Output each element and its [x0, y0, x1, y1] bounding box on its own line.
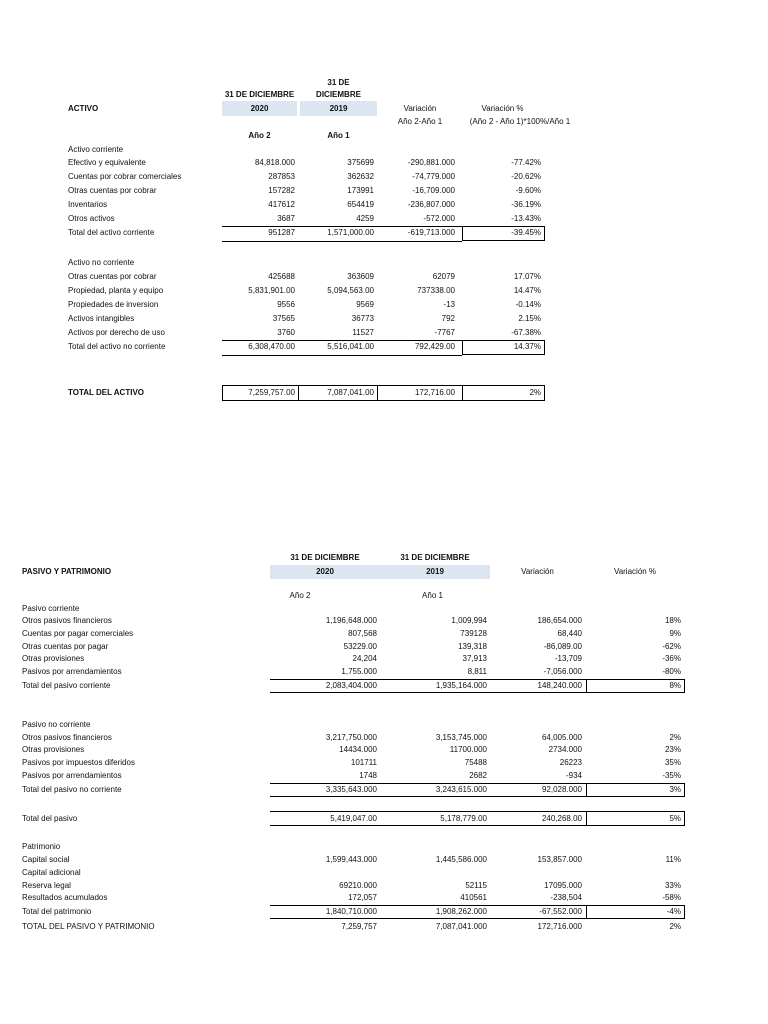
col-2019-heading-line2: DICIEMBRE	[316, 90, 361, 99]
total-rule-bottom	[270, 796, 586, 797]
col-2019-year: 2019	[426, 567, 444, 576]
cell-2020: 3760	[277, 328, 295, 337]
cell-variacion: 240,268.00	[541, 814, 582, 823]
row-label: Pasivos por impuestos diferidos	[22, 758, 135, 767]
cell-2020: 425688	[268, 272, 295, 281]
cell-2020: 1,196,648.000	[325, 616, 377, 625]
cell-2019: 5,178,779.00	[440, 814, 487, 823]
col-ano2-label: Año 2	[248, 131, 271, 140]
cell-2019: 363609	[347, 272, 374, 281]
row-label: Total del pasivo corriente	[22, 681, 111, 690]
cell-2019: 1,935,164.000	[435, 681, 487, 690]
cell-2020: 53229.00	[343, 642, 377, 651]
cell-2019: 654419	[347, 200, 374, 209]
cell-2019: 4259	[356, 214, 374, 223]
col-ano2-label: Año 2	[289, 591, 311, 600]
row-label: Otras cuentas por cobrar	[68, 272, 157, 281]
cell-2019: 52115	[465, 881, 487, 890]
row-label: Reserva legal	[22, 881, 71, 890]
cell-2020: 69210.000	[339, 881, 377, 890]
cell-2019: 3,243,615.000	[435, 785, 487, 794]
col-ano1-label: Año 1	[327, 131, 350, 140]
col-2020-year: 2020	[316, 567, 334, 576]
cell-variacion-pct: 23%	[664, 745, 681, 754]
total-rule-bottom	[270, 692, 586, 693]
cell-2020: 101711	[350, 758, 377, 767]
row-label: Total del activo no corriente	[68, 342, 166, 351]
activo-no-corriente-heading: Activo no corriente	[68, 258, 135, 267]
cell-2020: 2,083,404.000	[325, 681, 377, 690]
cell-2019: 2682	[469, 771, 487, 780]
cell-2019: 173991	[347, 186, 374, 195]
cell-2020: 5,831,901.00	[248, 286, 295, 295]
cell-variacion: 737338.00	[417, 286, 455, 295]
cell-variacion-pct: -36.19%	[511, 200, 541, 209]
patrimonio-heading: Patrimonio	[22, 842, 61, 851]
cell-variacion: 172,716.00	[414, 388, 455, 397]
cell-2020: 172,057	[348, 893, 377, 902]
cell-variacion-pct: 11%	[665, 855, 681, 864]
cell-variacion: -236,807.000	[407, 200, 455, 209]
col-2019-heading-line1: 31 DE	[327, 78, 350, 87]
section-title-pasivo: PASIVO Y PATRIMONIO	[22, 567, 112, 576]
total-rule-bottom	[222, 241, 462, 242]
cell-2019: 7,087,041.00	[327, 388, 374, 397]
cell-variacion: 148,240.000	[537, 681, 582, 690]
cell-variacion-pct: 9%	[669, 629, 681, 638]
cell-variacion: 792,429.00	[414, 342, 455, 351]
cell-variacion: 26223	[559, 758, 582, 767]
cell-variacion-pct: -0.14%	[515, 300, 541, 309]
cell-variacion: -67,552.000	[539, 907, 582, 916]
cell-variacion: -934	[565, 771, 582, 780]
cell-variacion-pct: 17.07%	[513, 272, 541, 281]
cell-2019: 739128	[460, 629, 487, 638]
row-label: Capital social	[22, 855, 70, 864]
cell-variacion-pct: -4%	[666, 907, 681, 916]
cell-variacion: 792	[441, 314, 455, 323]
cell-2019: 1,009,994	[451, 616, 487, 625]
row-label: Otros pasivos financieros	[22, 733, 112, 742]
cell-2020: 1,840,710.000	[325, 907, 377, 916]
row-label: TOTAL DEL PASIVO Y PATRIMONIO	[22, 922, 155, 931]
cell-2019: 5,516,041.00	[327, 342, 374, 351]
cell-2019: 37,913	[462, 654, 487, 663]
row-label: Pasivos por arrendamientos	[22, 667, 122, 676]
cell-variacion-pct: 14.47%	[513, 286, 541, 295]
row-label: Propiedad, planta y equipo	[68, 286, 164, 295]
cell-variacion: -13	[443, 300, 455, 309]
cell-2019: 7,087,041.000	[435, 922, 487, 931]
col-2019-heading: 31 DE DICIEMBRE	[400, 553, 470, 562]
cell-2020: 417612	[268, 200, 295, 209]
cell-variacion-pct: -35%	[662, 771, 681, 780]
cell-variacion-pct: 2%	[669, 733, 681, 742]
cell-2019: 36773	[351, 314, 374, 323]
cell-variacion-pct: 5%	[669, 814, 681, 823]
cell-variacion: -13,709	[554, 654, 582, 663]
cell-2019: 375699	[347, 158, 374, 167]
cell-variacion-pct: 14.37%	[513, 342, 541, 351]
row-label: Total del pasivo no corriente	[22, 785, 122, 794]
cell-variacion: 186,654.000	[537, 616, 582, 625]
cell-2020: 951287	[268, 228, 295, 237]
cell-variacion-pct: -20.62%	[511, 172, 541, 181]
cell-variacion: 153,857.000	[537, 855, 582, 864]
row-label: Inventarios	[68, 200, 108, 209]
row-label: Otras cuentas por pagar	[22, 642, 109, 651]
col-variacion-heading: Variación	[403, 104, 437, 113]
cell-variacion: -74,779.000	[412, 172, 455, 181]
cell-2020: 1,755.000	[341, 667, 377, 676]
cell-variacion-pct: 35%	[664, 758, 681, 767]
row-label: Activos por derecho de uso	[68, 328, 165, 337]
section-title-activo: ACTIVO	[68, 104, 99, 113]
cell-2020: 3,335,643.000	[325, 785, 377, 794]
cell-2019: 8,811	[467, 667, 487, 676]
cell-variacion: -7767	[434, 328, 455, 337]
row-label: Activos intangibles	[68, 314, 135, 323]
row-label: TOTAL DEL ACTIVO	[68, 388, 145, 397]
cell-variacion-pct: -39.45%	[511, 228, 541, 237]
row-label: Otros pasivos financieros	[22, 616, 112, 625]
cell-2020: 84,818.000	[254, 158, 295, 167]
col-2020-heading: 31 DE DICIEMBRE	[290, 553, 360, 562]
row-label: Cuentas por cobrar comerciales	[68, 172, 182, 181]
cell-variacion-pct: -62%	[662, 642, 681, 651]
cell-2020: 6,308,470.00	[248, 342, 295, 351]
col-variacion-heading: Variación	[521, 567, 554, 576]
cell-2020: 5,419,047.00	[330, 814, 377, 823]
cell-variacion-pct: 3%	[669, 785, 681, 794]
cell-variacion: -86,089.00	[543, 642, 582, 651]
cell-2019: 11700.000	[449, 745, 487, 754]
cell-2020: 14434.000	[339, 745, 377, 754]
cell-variacion-pct: 2%	[529, 388, 541, 397]
cell-2020: 7,259,757	[341, 922, 377, 931]
pasivo-corriente-heading: Pasivo corriente	[22, 604, 80, 613]
cell-variacion: 68,440	[557, 629, 582, 638]
cell-2019: 11527	[352, 328, 374, 337]
cell-2019: 139,318	[458, 642, 487, 651]
cell-variacion-pct: 2%	[669, 922, 681, 931]
cell-variacion: -16,709.000	[412, 186, 455, 195]
cell-2019: 410561	[460, 893, 487, 902]
row-label: Cuentas por pagar comerciales	[22, 629, 134, 638]
cell-2019: 5,094,563.00	[327, 286, 374, 295]
row-label: Otras provisiones	[22, 745, 85, 754]
col-variacion-pct-heading: Variación %	[613, 567, 657, 576]
cell-variacion-pct: 18%	[664, 616, 681, 625]
col-2020-year: 2020	[250, 104, 269, 113]
col-2020-heading: 31 DE DICIEMBRE	[224, 90, 295, 99]
row-label: Resultados acumulados	[22, 893, 108, 902]
cell-2020: 1748	[359, 771, 377, 780]
cell-variacion: -619,713.000	[407, 228, 455, 237]
cell-variacion: 17095.000	[544, 881, 582, 890]
cell-2020: 37565	[272, 314, 295, 323]
cell-variacion: 172,716.000	[537, 922, 582, 931]
cell-2020: 157282	[268, 186, 295, 195]
total-rule-bottom	[270, 825, 586, 826]
pasivo-no-corriente-heading: Pasivo no corriente	[22, 720, 91, 729]
cell-2019: 1,908,262.000	[435, 907, 487, 916]
cell-variacion-pct: 2.15%	[518, 314, 541, 323]
cell-variacion: -572.000	[423, 214, 455, 223]
total-rule-bottom	[270, 918, 586, 919]
row-label: Total del activo corriente	[68, 228, 155, 237]
cell-2019: 1,571,000.00	[327, 228, 374, 237]
cell-variacion-pct: 33%	[664, 881, 681, 890]
cell-variacion: 62079	[432, 272, 455, 281]
cell-variacion: 64,005.000	[541, 733, 582, 742]
cell-2019: 1,445,586.000	[435, 855, 487, 864]
row-label: Otras provisiones	[22, 654, 85, 663]
cell-variacion: 2734.000	[548, 745, 582, 754]
cell-variacion: -290,881.000	[407, 158, 455, 167]
cell-2020: 287853	[268, 172, 295, 181]
cell-variacion-pct: -80%	[662, 667, 681, 676]
cell-2020: 24,204	[352, 654, 377, 663]
cell-variacion: -238,504	[550, 893, 582, 902]
cell-2019: 362632	[347, 172, 374, 181]
cell-2020: 1,599,443.000	[325, 855, 377, 864]
cell-2019: 75488	[464, 758, 487, 767]
activo-corriente-heading: Activo corriente	[68, 145, 124, 154]
cell-2020: 3687	[277, 214, 295, 223]
cell-2019: 9569	[356, 300, 374, 309]
cell-variacion-pct: 8%	[669, 681, 681, 690]
cell-variacion-pct: -9.60%	[515, 186, 541, 195]
row-label: Propiedades de inversion	[68, 300, 159, 309]
row-label: Otros activos	[68, 214, 115, 223]
cell-2019: 3,153,745.000	[435, 733, 487, 742]
col-ano1-label: Año 1	[422, 591, 443, 600]
cell-variacion-pct: -67.38%	[511, 328, 541, 337]
cell-variacion: 92,028.000	[541, 785, 582, 794]
cell-variacion-pct: -36%	[662, 654, 681, 663]
total-rule-bottom	[222, 355, 462, 356]
row-label: Total del pasivo	[22, 814, 78, 823]
cell-2020: 3,217,750.000	[325, 733, 377, 742]
col-variacion-pct-sub: (Año 2 - Año 1)*100%/Año 1	[469, 117, 571, 126]
col-variacion-sub: Año 2-Año 1	[397, 117, 443, 126]
cell-2020: 807,568	[348, 629, 377, 638]
row-label: Otras cuentas por cobrar	[68, 186, 157, 195]
cell-2020: 9556	[277, 300, 295, 309]
col-2019-year: 2019	[329, 104, 348, 113]
row-label: Pasivos por arrendamientos	[22, 771, 122, 780]
row-label: Efectivo y equivalente	[68, 158, 146, 167]
cell-2020: 7,259,757.00	[248, 388, 295, 397]
cell-variacion-pct: -58%	[662, 893, 681, 902]
cell-variacion: -7,056.000	[543, 667, 582, 676]
cell-variacion-pct: -77.42%	[511, 158, 541, 167]
row-label: Capital adicional	[22, 868, 81, 877]
row-label: Total del patrimonio	[22, 907, 92, 916]
col-variacion-pct-heading: Variación %	[481, 104, 524, 113]
cell-variacion-pct: -13.43%	[511, 214, 541, 223]
